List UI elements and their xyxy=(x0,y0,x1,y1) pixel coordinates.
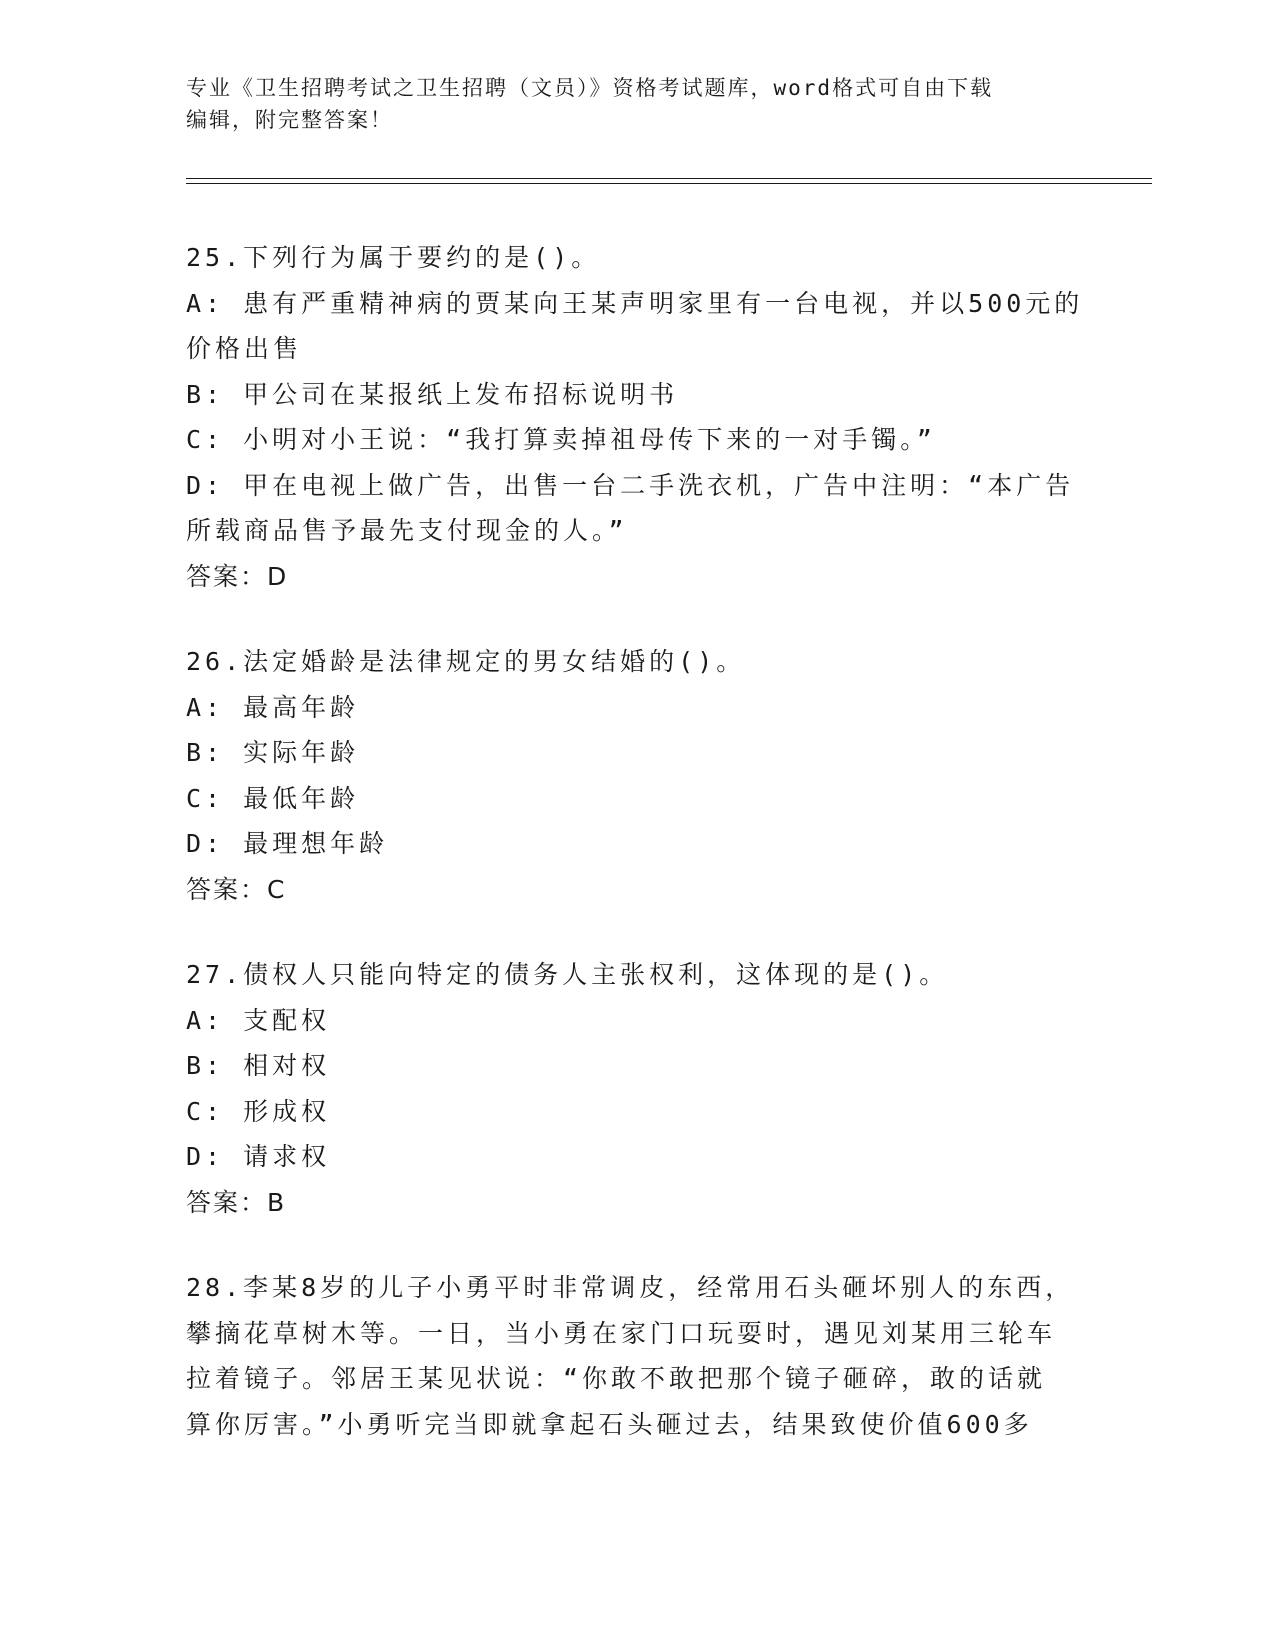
question-26 xyxy=(186,639,1086,912)
question-list xyxy=(186,235,1086,1487)
question-stem-continued: 算你厉害。”小勇听完当即就拿起石头砸过去，结果致使价值600多 xyxy=(186,1409,1033,1439)
question-stem: 26.法定婚龄是法律规定的男女结婚的()。 xyxy=(186,647,746,676)
option-c: C: 小明对小王说：“我打算卖掉祖母传下来的一对手镯。” xyxy=(186,425,936,454)
question-stem: 27.债权人只能向特定的债务人主张权利，这体现的是()。 xyxy=(186,960,949,989)
option-a: A: 支配权 xyxy=(186,1005,331,1035)
answer: 答案：C xyxy=(186,874,287,904)
header-divider xyxy=(186,183,1152,184)
question-stem-continued: 攀摘花草树木等。一日，当小勇在家门口玩耍时，遇见刘某用三轮车 xyxy=(186,1318,1057,1348)
option-a: A: 最高年龄 xyxy=(186,692,360,722)
question-stem: 25.下列行为属于要约的是()。 xyxy=(186,243,601,272)
header-line: 专业《卫生招聘考试之卫生招聘（文员）》资格考试题库，word格式可自由下载 xyxy=(186,76,994,100)
option-a-continued: 价格出售 xyxy=(186,334,303,363)
answer: 答案：B xyxy=(186,1187,287,1217)
question-stem-continued: 拉着镜子。邻居王某见状说：“你敢不敢把那个镜子砸碎，敢的话就 xyxy=(186,1364,1047,1393)
header-divider xyxy=(186,178,1152,179)
option-b: B: 实际年龄 xyxy=(186,738,360,767)
header-line: 编辑，附完整答案！ xyxy=(186,108,393,132)
option-d: D: 最理想年龄 xyxy=(186,829,389,858)
question-28 xyxy=(186,1265,1086,1447)
answer: 答案：D xyxy=(186,561,289,591)
option-d-continued: 所载商品售予最先支付现金的人。” xyxy=(186,516,628,545)
document-header xyxy=(186,72,1086,136)
option-a: A: 患有严重精神病的贾某向王某声明家里有一台电视，并以500元的 xyxy=(186,288,1084,318)
option-d: D: 请求权 xyxy=(186,1142,331,1171)
question-25 xyxy=(186,235,1086,599)
option-c: C: 最低年龄 xyxy=(186,783,360,813)
option-c: C: 形成权 xyxy=(186,1096,331,1126)
option-b: B: 相对权 xyxy=(186,1051,331,1080)
question-stem: 28.李某8岁的儿子小勇平时非常调皮，经常用石头砸坏别人的东西， xyxy=(186,1273,1075,1302)
option-d: D: 甲在电视上做广告，出售一台二手洗衣机，广告中注明：“本广告 xyxy=(186,470,1075,500)
option-b: B: 甲公司在某报纸上发布招标说明书 xyxy=(186,379,679,409)
question-27 xyxy=(186,952,1086,1225)
